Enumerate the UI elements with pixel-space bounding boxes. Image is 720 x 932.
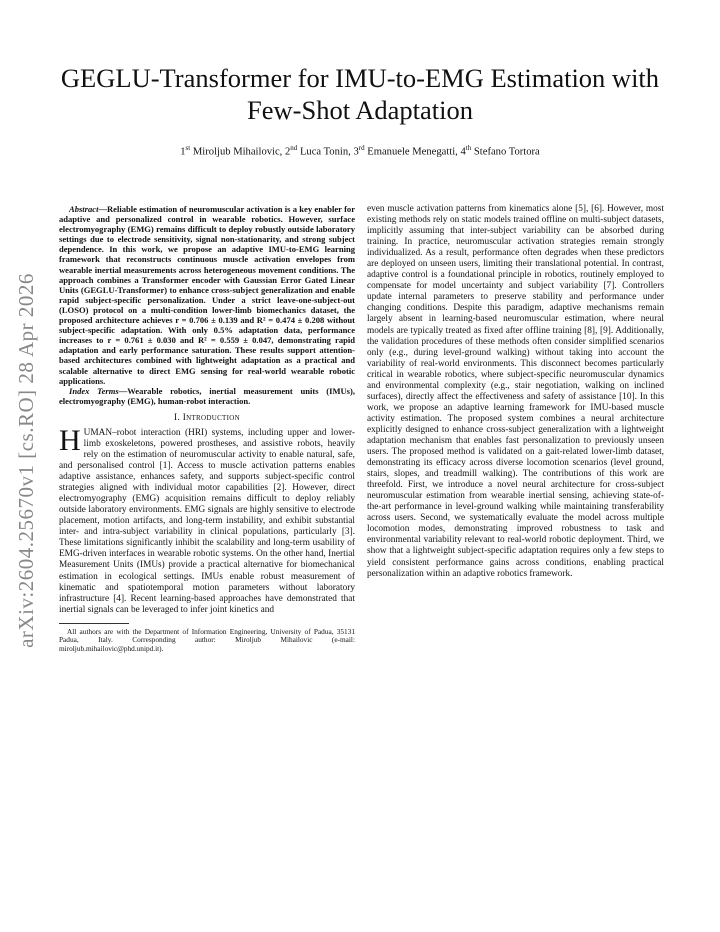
author-2-name: Luca Tonin, <box>299 146 351 158</box>
author-1-ordinal: 1 <box>180 146 186 158</box>
intro-caps-run: UMAN <box>83 427 113 438</box>
intro-continuation: even muscle activation patterns from kinematics alone [5], [6]. However, most existing methods rely on static models trained offline on multi-subject datasets, implicitly assuming that inter-subject variability can be absorbed during training. In practice, neuromuscular activation strategies remain strongly individualized. As a result, performance often degrades when these predictors are deployed on unseen users, limiting their translational potential. In contrast, adaptive control is a foundational principle in robotics, routinely employed to compensate for model uncertainty and subject variability [7]. Controllers update internal parameters to preserve stability and performance under changing conditions. Despite this paradigm, adaptive mechanisms remain largely absent in learning-based neuromuscular estimation, where neural models are typically treated as fixed after offline training [8], [9]. Additionally, the validation procedures of these methods often consider simplified scenarios only (e.g., during level-ground walking) without taking into account the variability of real-world environments. This disconnect becomes particularly critical in wearable robotics, where subject-specific neuromuscular dynamics and environmental complexity (e.g., stair negotiation, walking on inclined surfaces), directly affect the effectiveness and safety of assistance [10]. In this work, we propose an adaptive learning framework for IMU-based muscle activity estimation. The proposed system combines a neural architecture explicitly designed to enhance cross-subject generalization with a lightweight adaptation mechanism that enables fast personalization to previously unseen users. The proposed method is validated on a gait-related lower-limb dataset, demonstrating its efficacy across diverse locomotion scenarios (level ground, stairs, slopes, and treadmill walking). The contributions of this work are threefold. First, we introduce a novel neural architecture for cross-subject neuromuscular estimation from wearable inertial sensing, achieving state-of-the-art performance in level-ground walking while maintaining transferability across users. Second, we systematically evaluate the model across multiple locomotion modes, demonstrating improved robustness to task and environmental variability relevant to real-world robotic deployment. Third, we show that a lightweight subject-specific adaptation requires only a few steps to yield consistent performance gains across conditions, enabling practical personalization within an adaptive robotics framework. <box>367 204 664 579</box>
author-3-ordinal: 3 <box>353 146 359 158</box>
arxiv-identifier-text: arXiv:2604.25670v1 [cs.RO] 28 Apr 2026 <box>13 272 38 648</box>
author-1-name: Miroljub Mihailovic, <box>192 146 283 158</box>
index-terms <box>59 386 355 406</box>
abstract <box>59 204 355 386</box>
author-4-ordinal-suffix: th <box>465 144 472 152</box>
paper-title: GEGLU-Transformer for IMU-to-EMG Estimation with Few-Shot Adaptation <box>60 63 660 125</box>
abstract-text: —Reliable estimation of neuromuscular activation is a key enabler for adaptive and personalized control in wearable robotics. However, surface electromyography (EMG) remains difficult to deploy robustly outside laboratory settings due to electrode sensitivity, signal non-stationarity, and strong subject dependence. In this work, we propose an adaptive IMU-to-EMG learning framework that reconstructs continuous muscle activation envelopes from wearable inertial measurements across heterogeneous movement conditions. The approach combines a Transformer encoder with Gaussian Error Gated Linear Units (GEGLU-Transformer) to enhance cross-subject generalization and enable rapid subject-specific personalization. Under a strict leave-one-subject-out (LOSO) protocol on a multi-condition lower-limb biomechanics dataset, the proposed architecture achieves r = 0.706 ± 0.139 and R² = 0.474 ± 0.208 without subject-specific adaptation. With only 0.5% adaptation data, performance increases to r = 0.761 ± 0.030 and R² = 0.559 ± 0.047, demonstrating rapid adaptation and early performance saturation. These results support attention-based architectures combined with lightweight adaptation as a practical and scalable alternative to direct EMG sensing for real-world wearable robotic applications. <box>59 204 355 386</box>
left-column <box>59 204 355 654</box>
author-3-ordinal-suffix: rd <box>358 144 365 152</box>
author-2-ordinal: 2 <box>284 146 291 158</box>
index-terms-lead: Index Terms <box>69 385 119 396</box>
author-affiliation-footnote: All authors are with the Department of Information Engineering, University of Padua, 35131 Padua, Italy. Corresponding author: Miroljub Mihailovic (e-mail: miroljub.mihailovic@phd.unipd.it). <box>59 626 355 653</box>
section-heading-introduction <box>59 413 355 424</box>
arxiv-side-identifier <box>4 250 48 670</box>
intro-text: –robot interaction (HRI) systems, including upper and lower-limb exoskeletons, powered prostheses, and assistive robots, heavily rely on the estimation of neuromuscular activity to enable natural, safe, and personalised control [1]. Access to muscle activation patterns enables adaptive assistance, enhances safety, and supports subject-specific control strategies aligned with individual motor capabilities [2]. However, direct electromyography (EMG) acquisition remains difficult to deploy reliably outside laboratory environments. EMG signals are highly sensitive to electrode placement, motion artifacts, and long-term instability, and exhibit substantial inter- and intra-subject variability in clinical populations, particularly [3]. These limitations significantly inhibit the scalability and long-term usability of EMG-driven interfaces in wearable robotic systems. On the other hand, Inertial Measurement Units (IMUs) provide a practical alternative for biomechanical estimation in ecological settings. IMUs enable robust measurement of kinematic and spatiotemporal motion parameters without laboratory infrastructure [4]. Recent learning-based approaches have demonstrated that inertial signals can be leveraged to infer joint kinetics and <box>59 427 355 615</box>
index-terms-text: —Wearable robotics, inertial measurement units (IMUs), electromyography (EMG), human-robot interaction. <box>59 385 355 406</box>
drop-cap: H <box>59 423 81 457</box>
right-column <box>367 204 664 580</box>
author-4-ordinal: 4 <box>460 146 466 158</box>
intro-paragraph <box>59 423 355 616</box>
author-2-ordinal-suffix: nd <box>290 144 298 152</box>
author-list <box>55 144 665 158</box>
abstract-lead: Abstract <box>69 204 99 214</box>
section-number: I. <box>174 412 181 423</box>
author-4-name: Stefano Tortora <box>473 146 540 158</box>
author-3-name: Emanuele Menegatti, <box>367 146 458 158</box>
author-1-ordinal-suffix: st <box>185 144 191 152</box>
footnote-rule <box>59 623 129 624</box>
section-title: Introduction <box>182 412 240 423</box>
